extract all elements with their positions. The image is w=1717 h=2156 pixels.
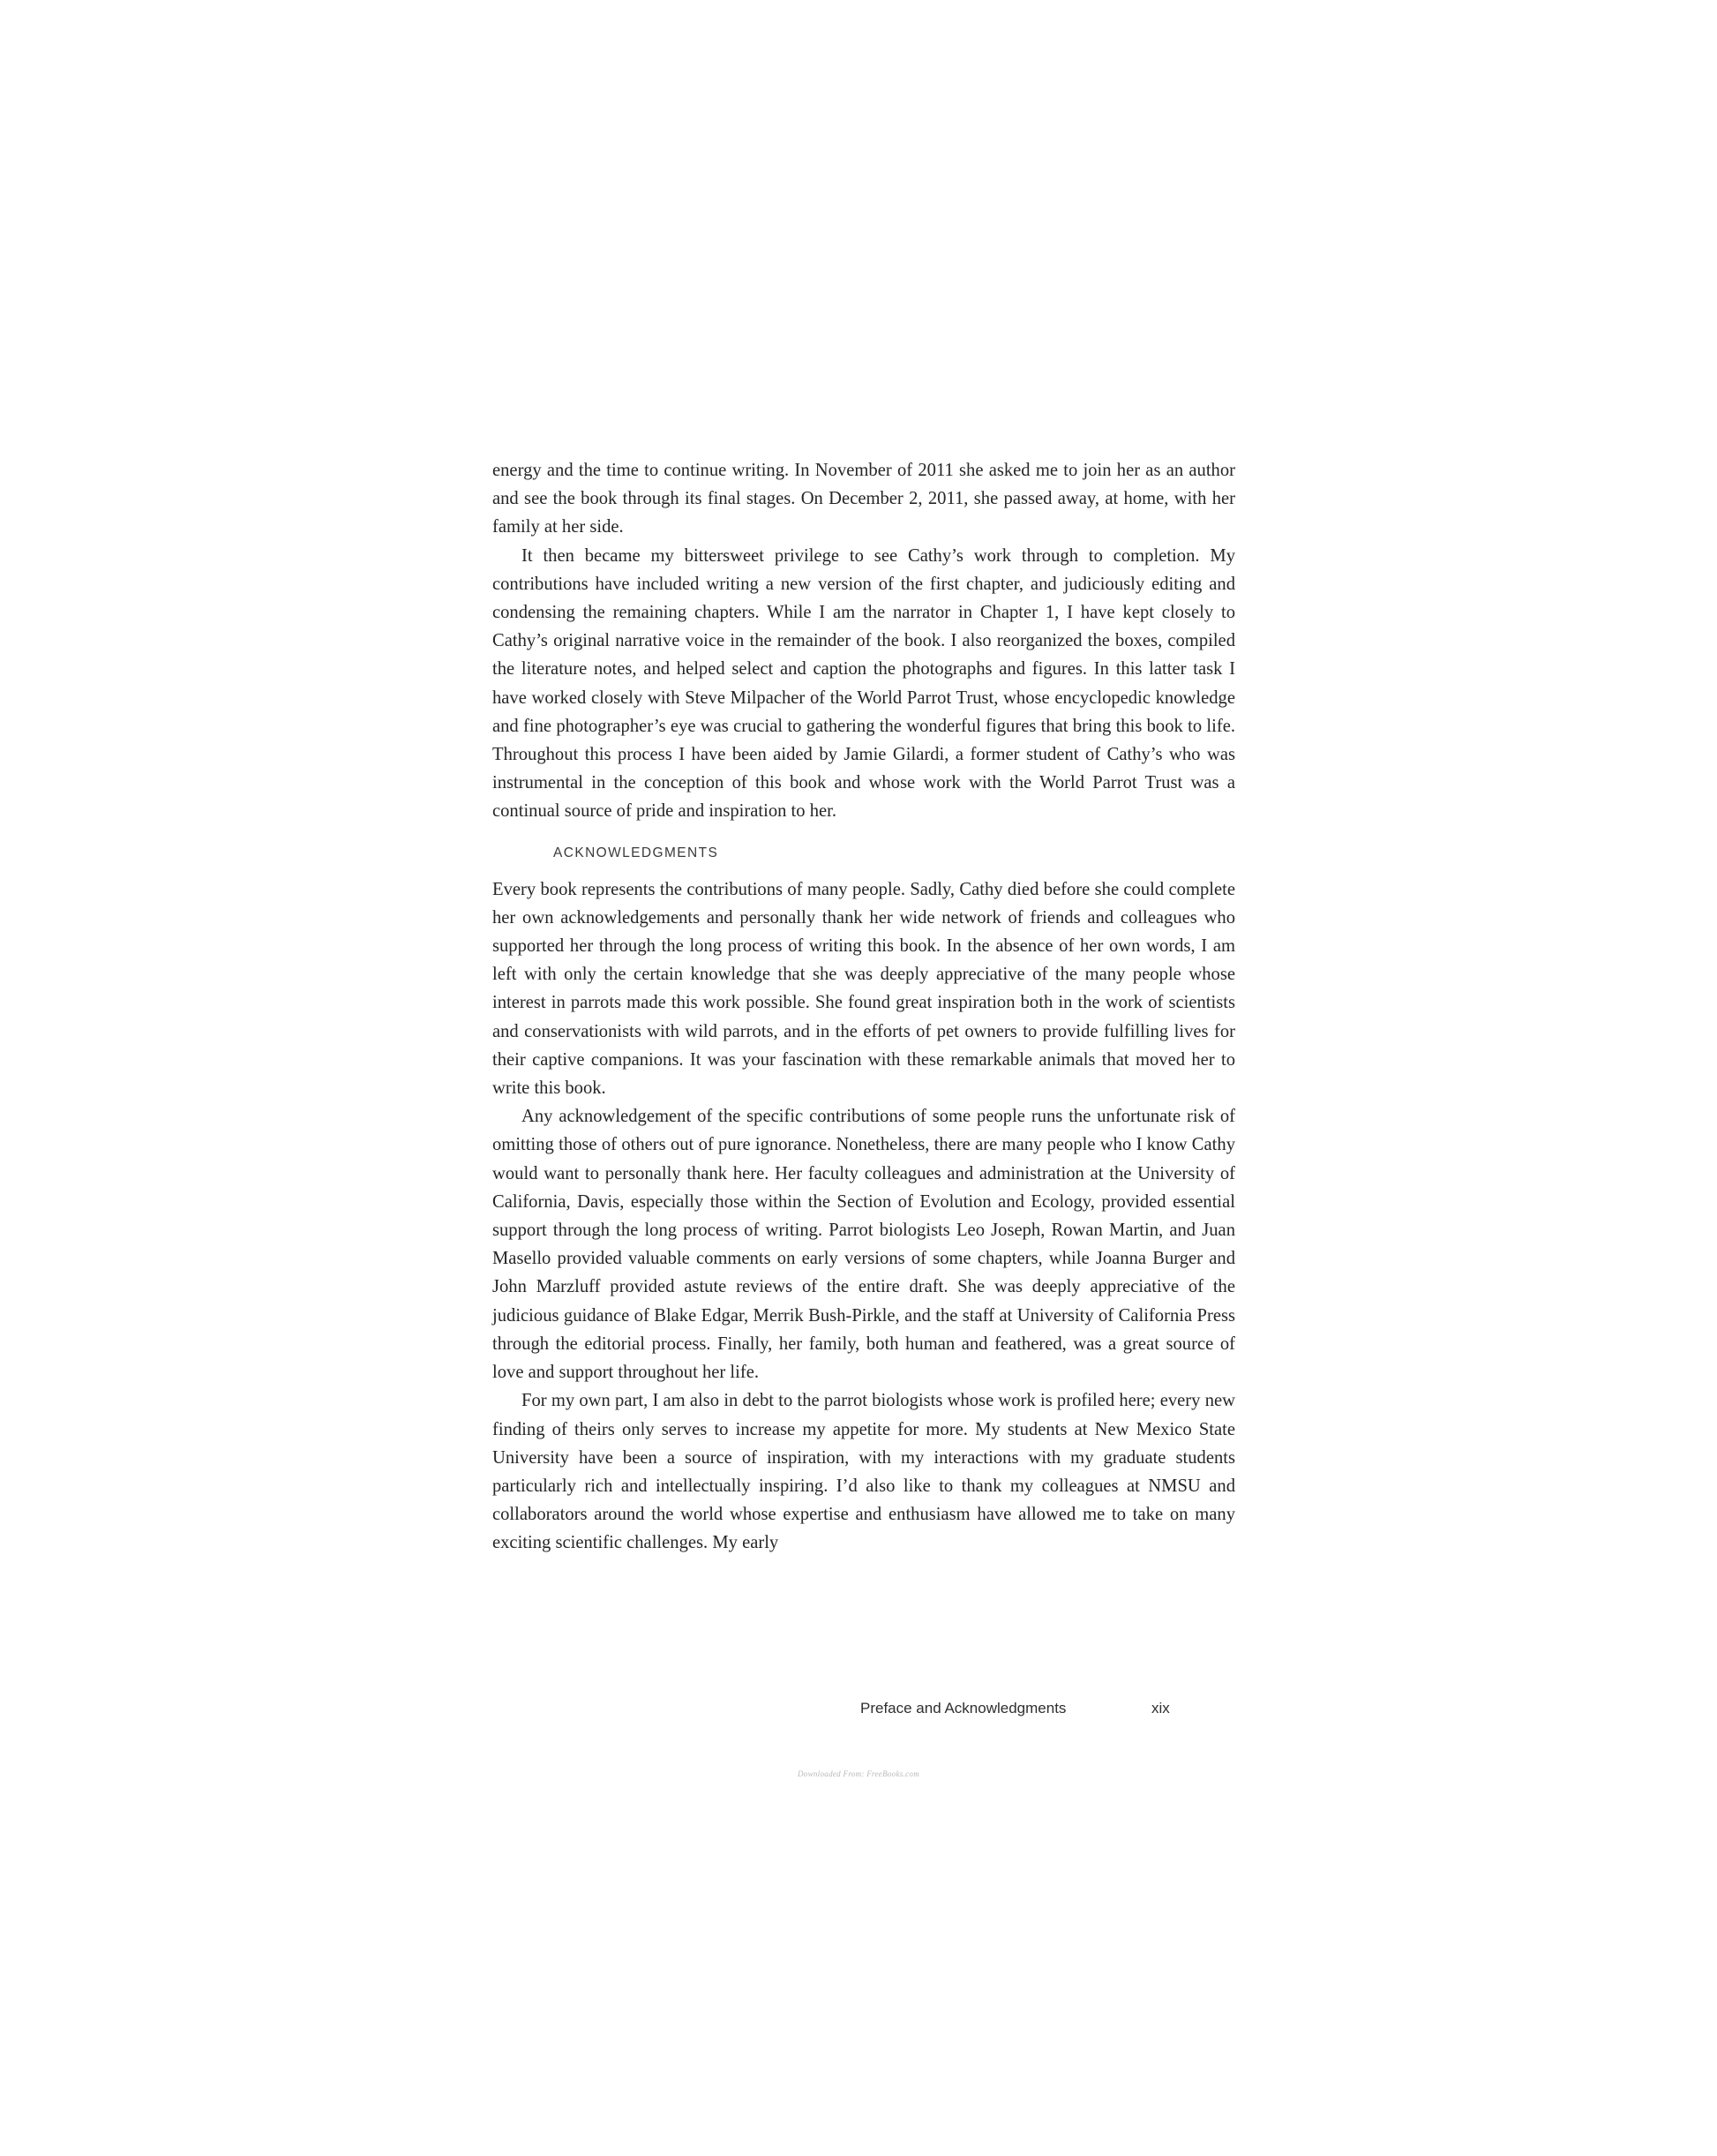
body-text xyxy=(492,456,1235,1558)
running-head: Preface and Acknowledgments xyxy=(860,1700,1067,1717)
paragraph-bittersweet-privilege: It then became my bittersweet privilege to see Cathy’s work through to completion. My contributions have included writing a new version of the first chapter, and judiciously editing and condensing the remaining chapters. While I am the narrator in Chapter 1, I have kept closely to Cathy’s original narrative voice in the remainder of the book. I also reorganized the boxes, compiled the literature notes, and helped select and caption the photographs and figures. In this latter task I have worked closely with Steve Milpacher of the World Parrot Trust, whose encyclopedic knowledge and fine photographer’s eye was crucial to gathering the wonderful figures that bring this book to life. Throughout this process I have been aided by Jamie Gilardi, a former student of Cathy’s who was instrumental in the conception of this book and whose work with the World Parrot Trust was a continual source of pride and inspiration to her. xyxy=(492,545,1235,822)
page-number: xix xyxy=(1151,1700,1170,1717)
paragraph-specific-contributions: Any acknowledgement of the specific contributions of some people runs the unfortunate risk of omitting those of others out of pure ignorance. Nonetheless, there are many people who I know Cathy would want to personally thank here. Her faculty colleagues and administration at the University of California, Davis, especially those within the Section of Evolution and Ecology, provided essential support through the long process of writing. Parrot biologists Leo Joseph, Rowan Martin, and Juan Masello provided valuable comments on early versions of some chapters, while Joanna Burger and John Marzluff provided astute reviews of the entire draft. She was deeply appreciative of the judicious guidance of Blake Edgar, Merrik Bush-Pirkle, and the staff at University of California Press through the editorial process. Finally, her family, both human and feathered, was a great source of love and support throughout her life. xyxy=(492,1107,1235,1383)
section-heading-acknowledgments: ACKNOWLEDGMENTS xyxy=(553,845,719,860)
paragraph-every-book: Every book represents the contributions of many people. Sadly, Cathy died before she could complete her own acknowledgements and personally thank her wide network of friends and colleagues who supported her through the long process of writing this book. In the absence of her own words, I am left with only the certain knowledge that she was deeply appreciative of the many people whose interest in parrots made this work possible. She found great inspiration both in the work of scientists and conservationists with wild parrots, and in the efforts of pet owners to provide fulfilling lives for their captive companions. It was your fascination with these remarkable animals that moved her to write this book. xyxy=(492,879,1235,1099)
paragraph-continued: energy and the time to continue writing. In November of 2011 she asked me to join her as an author and see the book through its final stages. On December 2, 2011, she passed away, at home, with her family at her side. xyxy=(492,461,1235,537)
download-watermark: Downloaded From: FreeBooks.com xyxy=(797,1769,920,1778)
page-footer xyxy=(860,1695,1178,1722)
paragraph-my-own-part: For my own part, I am also in debt to the parrot biologists whose work is profiled here; every new finding of theirs only serves to increase my appetite for more. My students at New Mexico State University have been a source of inspiration, with my interactions with my graduate students particularly rich and intellectually inspiring. I’d also like to thank my colleagues at NMSU and collaborators around the world whose expertise and enthusiasm have allowed me to take on many exciting scientific challenges. My early xyxy=(492,1391,1235,1553)
